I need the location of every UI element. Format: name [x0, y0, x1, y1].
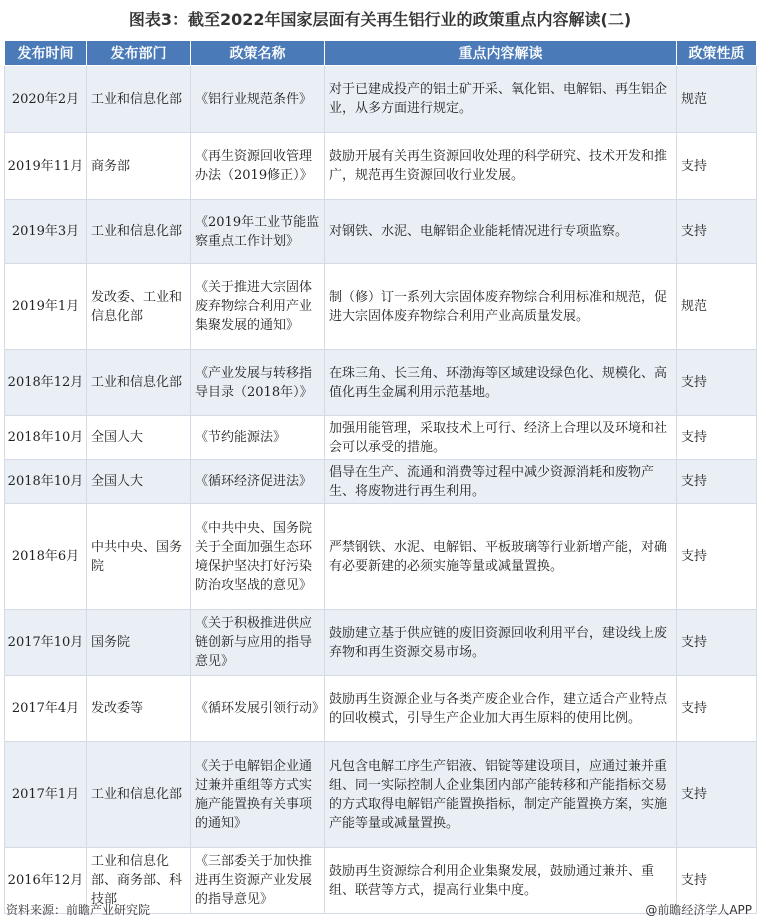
table-row [5, 66, 757, 133]
cell-date: 2019年11月 [5, 133, 87, 200]
table-row [5, 460, 757, 504]
cell-nature: 支持 [677, 742, 757, 848]
cell-name: 《2019年工业节能监察重点工作计划》 [191, 200, 325, 264]
table-row [5, 350, 757, 416]
cell-name: 《关于积极推进供应链创新与应用的指导意见》 [191, 610, 325, 676]
table-row [5, 264, 757, 350]
brand-credit: @前瞻经济学人APP [645, 903, 752, 917]
cell-dept: 工业和信息化部、商务部、科技部 [87, 848, 191, 914]
cell-date: 2018年10月 [5, 416, 87, 460]
cell-content: 制（修）订一系列大宗固体废弃物综合利用标准和规范，促进大宗固体废弃物综合利用产业高质量发展。 [325, 264, 677, 350]
cell-nature: 规范 [677, 66, 757, 133]
cell-nature: 规范 [677, 264, 757, 350]
cell-name: 《中共中央、国务院关于全面加强生态环境保护坚决打好污染防治攻坚战的意见》 [191, 504, 325, 610]
table-row [5, 200, 757, 264]
cell-name: 《循环发展引领行动》 [191, 676, 325, 742]
cell-nature: 支持 [677, 460, 757, 504]
cell-dept: 工业和信息化部 [87, 742, 191, 848]
cell-name: 《关于电解铝企业通过兼并重组等方式实施产能置换有关事项的通知》 [191, 742, 325, 848]
cell-name: 《三部委关于加快推进再生资源产业发展的指导意见》 [191, 848, 325, 914]
cell-content: 加强用能管理，采取技术上可行、经济上合理以及环境和社会可以承受的措施。 [325, 416, 677, 460]
cell-dept: 全国人大 [87, 460, 191, 504]
cell-dept: 国务院 [87, 610, 191, 676]
cell-nature: 支持 [677, 416, 757, 460]
cell-date: 2020年2月 [5, 66, 87, 133]
cell-nature: 支持 [677, 200, 757, 264]
source-note: 资料来源：前瞻产业研究院 [6, 903, 151, 917]
cell-name: 《产业发展与转移指导目录（2018年）》 [191, 350, 325, 416]
table-row [5, 742, 757, 848]
cell-date: 2019年3月 [5, 200, 87, 264]
table-row [5, 676, 757, 742]
cell-dept: 全国人大 [87, 416, 191, 460]
cell-content: 在珠三角、长三角、环渤海等区域建设绿色化、规模化、高值化再生金属利用示范基地。 [325, 350, 677, 416]
cell-date: 2017年4月 [5, 676, 87, 742]
cell-name: 《循环经济促进法》 [191, 460, 325, 504]
cell-nature: 支持 [677, 848, 757, 914]
header-date: 发布时间 [5, 41, 87, 66]
cell-dept: 工业和信息化部 [87, 66, 191, 133]
cell-name: 《关于推进大宗固体废弃物综合利用产业集聚发展的通知》 [191, 264, 325, 350]
cell-content: 倡导在生产、流通和消费等过程中减少资源消耗和废物产生、将废物进行再生利用。 [325, 460, 677, 504]
table-row [5, 416, 757, 460]
table-header-row [5, 41, 757, 66]
cell-content: 鼓励建立基于供应链的废旧资源回收利用平台，建设线上废弃物和再生资源交易市场。 [325, 610, 677, 676]
cell-name: 《再生资源回收管理办法（2019修正）》 [191, 133, 325, 200]
cell-name: 《节约能源法》 [191, 416, 325, 460]
cell-content: 鼓励再生资源企业与各类产废企业合作，建立适合产业特点的回收模式，引导生产企业加大再生原料的使用比例。 [325, 676, 677, 742]
cell-date: 2017年1月 [5, 742, 87, 848]
cell-date: 2017年10月 [5, 610, 87, 676]
footer [0, 897, 760, 921]
table-row [5, 133, 757, 200]
page-title: 图表3：截至2022年国家层面有关再生铝行业的政策重点内容解读(二) [128, 10, 632, 29]
policy-table [4, 40, 757, 914]
cell-content: 鼓励开展有关再生资源回收处理的科学研究、技术开发和推广，规范再生资源回收行业发展。 [325, 133, 677, 200]
cell-content: 凡包含电解工序生产铝液、铝锭等建设项目，应通过兼并重组、同一实际控制人企业集团内部产能转移和产能指标交易的方式取得电解铝产能置换指标，制定产能置换方案，实施产能等量或减量置换。 [325, 742, 677, 848]
cell-date: 2018年6月 [5, 504, 87, 610]
cell-dept: 工业和信息化部 [87, 350, 191, 416]
cell-content: 鼓励再生资源综合利用企业集聚发展，鼓励通过兼并、重组、联营等方式，提高行业集中度。 [325, 848, 677, 914]
cell-content: 对钢铁、水泥、电解铝企业能耗情况进行专项监察。 [325, 200, 677, 264]
header-name: 政策名称 [191, 41, 325, 66]
cell-dept: 发改委、工业和信息化部 [87, 264, 191, 350]
header-nature: 政策性质 [677, 41, 757, 66]
table-row [5, 610, 757, 676]
cell-nature: 支持 [677, 350, 757, 416]
cell-date: 2016年12月 [5, 848, 87, 914]
cell-dept: 商务部 [87, 133, 191, 200]
cell-content: 对于已建成投产的铝土矿开采、氧化铝、电解铝、再生铝企业，从多方面进行规定。 [325, 66, 677, 133]
cell-nature: 支持 [677, 676, 757, 742]
cell-dept: 发改委等 [87, 676, 191, 742]
cell-dept: 工业和信息化部 [87, 200, 191, 264]
cell-content: 严禁钢铁、水泥、电解铝、平板玻璃等行业新增产能，对确有必要新建的必须实施等量或减量置换。 [325, 504, 677, 610]
table-row [5, 504, 757, 610]
cell-date: 2019年1月 [5, 264, 87, 350]
cell-date: 2018年10月 [5, 460, 87, 504]
header-dept: 发布部门 [87, 41, 191, 66]
cell-date: 2018年12月 [5, 350, 87, 416]
header-content: 重点内容解读 [325, 41, 677, 66]
cell-nature: 支持 [677, 504, 757, 610]
cell-nature: 支持 [677, 610, 757, 676]
cell-nature: 支持 [677, 133, 757, 200]
cell-dept: 中共中央、国务院 [87, 504, 191, 610]
cell-name: 《铝行业规范条件》 [191, 66, 325, 133]
